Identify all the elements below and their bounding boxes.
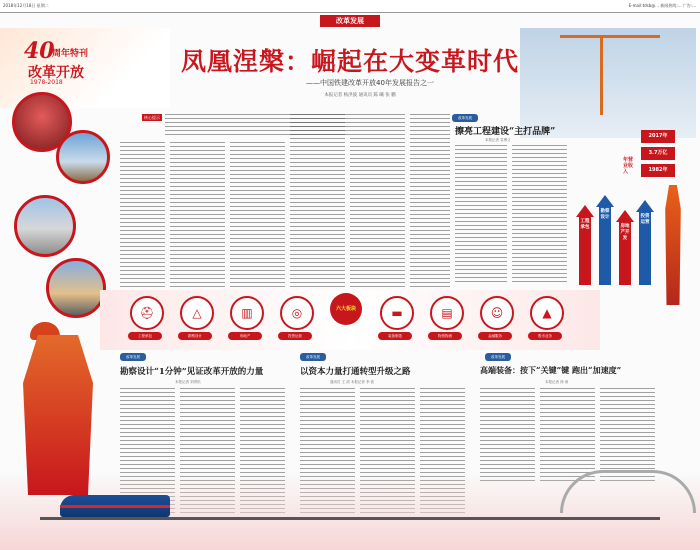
section-badge-survey: 改革发展 bbox=[120, 353, 146, 361]
icon-label: 股市业务 bbox=[528, 332, 562, 340]
crane-arm-icon bbox=[560, 35, 660, 38]
section-title-right: 擦亮工程建设“主打品牌” bbox=[455, 127, 556, 137]
growth-arrow bbox=[576, 205, 594, 285]
section-title-equipment: 高端装备：按下“关键”键 跑出“加速度” bbox=[480, 365, 622, 375]
growth-arrow-label: 投资运营 bbox=[640, 214, 650, 225]
chart-icon: ▲ bbox=[530, 296, 564, 330]
section-badge-capital: 改革发展 bbox=[300, 353, 326, 361]
intro-tag: 核心提示 bbox=[144, 115, 160, 120]
year-badge: 2017年 bbox=[641, 130, 675, 143]
growth-arrow-label: 房地产开发 bbox=[620, 224, 630, 241]
anniversary-suffix: 周年特刊 bbox=[52, 49, 89, 59]
section-title-capital: 以资本力量打通转型升级之路 bbox=[300, 367, 411, 377]
anniversary-years: 1978-2018 bbox=[30, 79, 63, 86]
article-column bbox=[512, 145, 567, 285]
article-column bbox=[170, 142, 225, 287]
train-stripe bbox=[60, 505, 170, 508]
forklift-icon: ▤ bbox=[430, 296, 464, 330]
section-byline-survey: 本报记者 刘青松 bbox=[175, 380, 201, 384]
article-column bbox=[350, 114, 405, 287]
icon-label: 物资物流 bbox=[428, 332, 462, 340]
growth-arrow-label: 工程承包 bbox=[580, 219, 590, 230]
section-tag: 改革发展 bbox=[320, 15, 380, 27]
growth-arrow bbox=[616, 210, 634, 285]
anniversary-title: 改革开放 bbox=[28, 65, 84, 81]
year-value: 3.7万亿 bbox=[641, 147, 675, 160]
icon-label: 投资运营 bbox=[278, 332, 312, 340]
icon-label: 勘察设计 bbox=[178, 332, 212, 340]
center-badge: 六大板块 bbox=[330, 293, 362, 325]
photo-circle bbox=[14, 195, 76, 257]
coins-icon: ◎ bbox=[280, 296, 314, 330]
article-column bbox=[290, 114, 345, 287]
year-badge: 1982年 bbox=[641, 164, 675, 177]
building-icon: ▥ bbox=[230, 296, 264, 330]
icon-label: 房地产 bbox=[228, 332, 262, 340]
header-right-art bbox=[520, 28, 696, 138]
icon-label: 金融服务 bbox=[478, 332, 512, 340]
crane-tower-icon bbox=[600, 35, 603, 115]
top-strip bbox=[0, 0, 700, 13]
page-headline: 凤凰涅槃：崛起在大变革时代 bbox=[180, 47, 519, 76]
icon-label: 装备制造 bbox=[378, 332, 412, 340]
top-strip-contact: E-mail:tdsb@... 新闻热线:... 广告:... bbox=[628, 3, 696, 8]
growth-arrow bbox=[636, 200, 654, 285]
truck-icon: ▬ bbox=[380, 296, 414, 330]
page-byline: 本报记者 杨洪波 通讯员 陈 曦 张 鹏 bbox=[324, 93, 396, 98]
icon-label: 工程承包 bbox=[128, 332, 162, 340]
anniversary-number: 40 bbox=[24, 38, 55, 64]
page-subhead: ——中国铁建改革开放40年发展报告之一 bbox=[306, 79, 434, 87]
section-badge-equipment: 改革发展 bbox=[485, 353, 511, 361]
growth-arrow-label: 勘察设计 bbox=[600, 209, 610, 220]
worker-figure bbox=[660, 185, 686, 305]
article-column bbox=[120, 142, 165, 287]
section-byline-equipment: 本报记者 徐 涛 bbox=[545, 380, 569, 384]
growth-arrow bbox=[596, 195, 614, 285]
revenue-title: 年营业收入 bbox=[623, 157, 634, 175]
article-column bbox=[230, 142, 285, 287]
article-column bbox=[410, 114, 450, 287]
article-column bbox=[540, 388, 595, 483]
section-byline-capital: 通讯员 王 清 本报记者 李 波 bbox=[330, 380, 375, 384]
top-strip-date: 2018年12月18日 星期二 bbox=[3, 3, 49, 8]
bridge-illustration bbox=[560, 470, 696, 513]
section-byline-right: 本报记者 袁博文 bbox=[485, 138, 511, 142]
section-title-survey: 勘察设计“1分钟”见证改革开放的力量 bbox=[120, 367, 264, 377]
photo-circle bbox=[56, 130, 110, 184]
article-column bbox=[600, 388, 655, 483]
person-icon: ☺ bbox=[480, 296, 514, 330]
railway-track bbox=[40, 517, 660, 520]
article-column bbox=[480, 388, 535, 483]
helmet-icon: ⛑ bbox=[130, 296, 164, 330]
photo-circle bbox=[46, 258, 106, 318]
article-column bbox=[455, 145, 507, 285]
section-badge-right: 改革发展 bbox=[452, 114, 478, 122]
drafting-icon: △ bbox=[180, 296, 214, 330]
